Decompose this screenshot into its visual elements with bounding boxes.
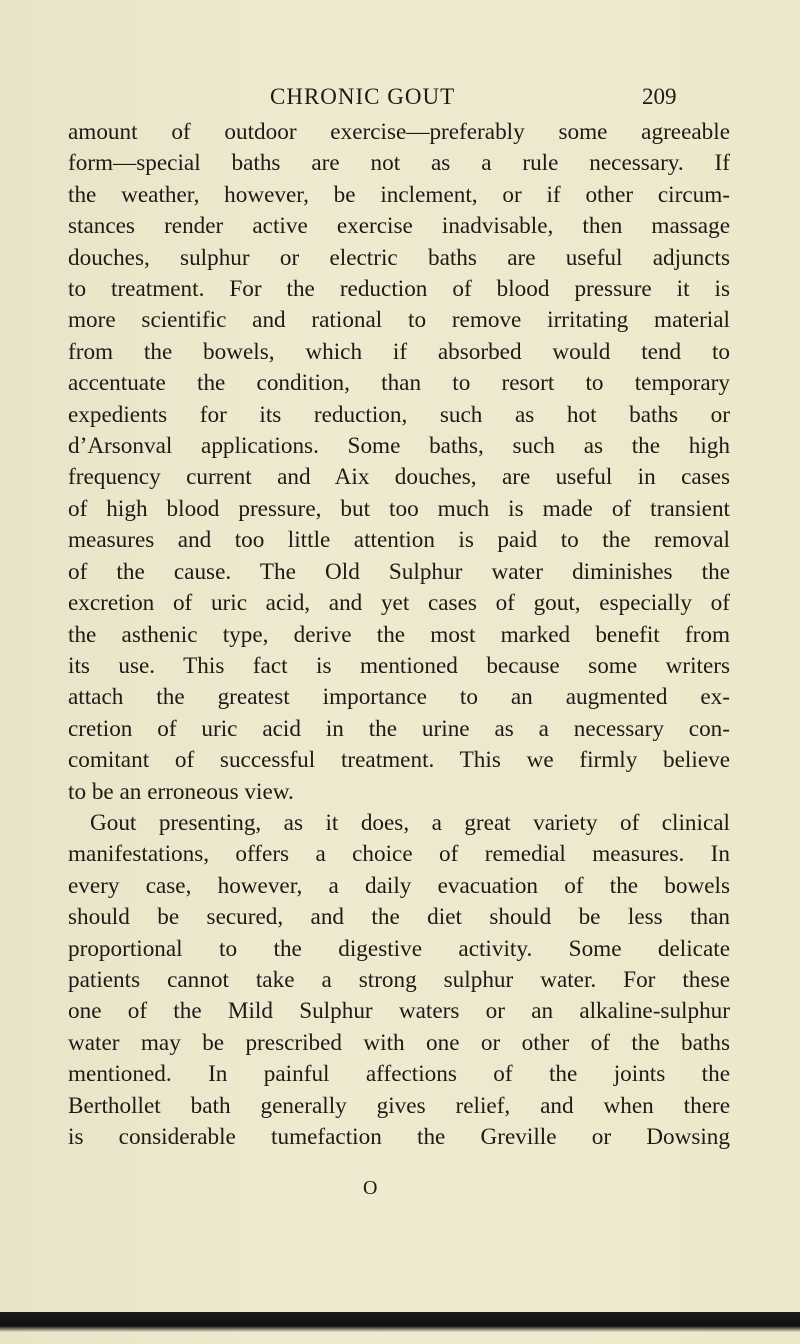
text-line: excretion of uric acid, and yet cases of gout, especially of [68, 590, 730, 617]
text-line: expedients for its reduction, such as hot baths or [68, 401, 730, 428]
running-title: CHRONIC GOUT [270, 84, 456, 109]
text-line: form—special baths are not as a rule necessary. If [68, 150, 730, 177]
text-line: from the bowels, which if absorbed would tend to [68, 338, 730, 365]
text-line: Berthollet bath generally gives relief, and when there [68, 1092, 730, 1119]
text-line: measures and too little attention is paid to the removal [68, 527, 730, 554]
text-line: the weather, however, be inclement, or if other circum- [68, 181, 730, 208]
text-line: mentioned. In painful affections of the joints the [68, 1061, 730, 1088]
scan-edge-shadow [0, 1312, 800, 1332]
running-head [0, 84, 800, 114]
text-line: to be an erroneous view. [68, 778, 294, 805]
page-number: 209 [642, 84, 677, 109]
signature-mark: O [363, 1177, 378, 1199]
text-line: to treatment. For the reduction of blood pressure it is [68, 276, 730, 303]
text-line: one of the Mild Sulphur waters or an alkaline-sulphur [68, 998, 730, 1025]
text-line: of the cause. The Old Sulphur water diminishes the [68, 558, 730, 585]
text-line: patients cannot take a strong sulphur water. For these [68, 966, 730, 993]
text-line: proportional to the digestive activity. Some delicate [68, 935, 730, 962]
text-line: Gout presenting, as it does, a great variety of clinical [90, 809, 730, 836]
text-line: accentuate the condition, than to resort to temporary [68, 370, 730, 397]
text-line: the asthenic type, derive the most marked benefit from [68, 621, 730, 648]
text-line: manifestations, offers a choice of remedial measures. In [68, 841, 730, 868]
text-line: amount of outdoor exercise—preferably some agreeable [68, 119, 730, 145]
text-line: its use. This fact is mentioned because some writers [68, 652, 730, 679]
text-line: attach the greatest importance to an augmented ex- [68, 684, 730, 711]
text-line: water may be prescribed with one or other of the baths [68, 1029, 730, 1056]
text-line: frequency current and Aix douches, are useful in cases [68, 464, 730, 491]
text-line: cretion of uric acid in the urine as a necessary con- [68, 715, 730, 742]
text-line: douches, sulphur or electric baths are useful adjuncts [68, 244, 730, 271]
text-line: comitant of successful treatment. This we firmly believe [68, 747, 730, 774]
text-line: stances render active exercise inadvisable, then massage [68, 213, 730, 240]
text-line: of high blood pressure, but too much is made of transient [68, 495, 730, 522]
text-line: d’Arsonval applications. Some baths, such as the high [68, 433, 730, 460]
text-line: is considerable tumefaction the Greville or Dowsing [68, 1124, 730, 1150]
text-line: should be secured, and the diet should be less than [68, 904, 730, 931]
text-line: more scientific and rational to remove irritating material [68, 307, 730, 334]
text-line: every case, however, a daily evacuation of the bowels [68, 872, 730, 899]
body-text [68, 117, 788, 1153]
